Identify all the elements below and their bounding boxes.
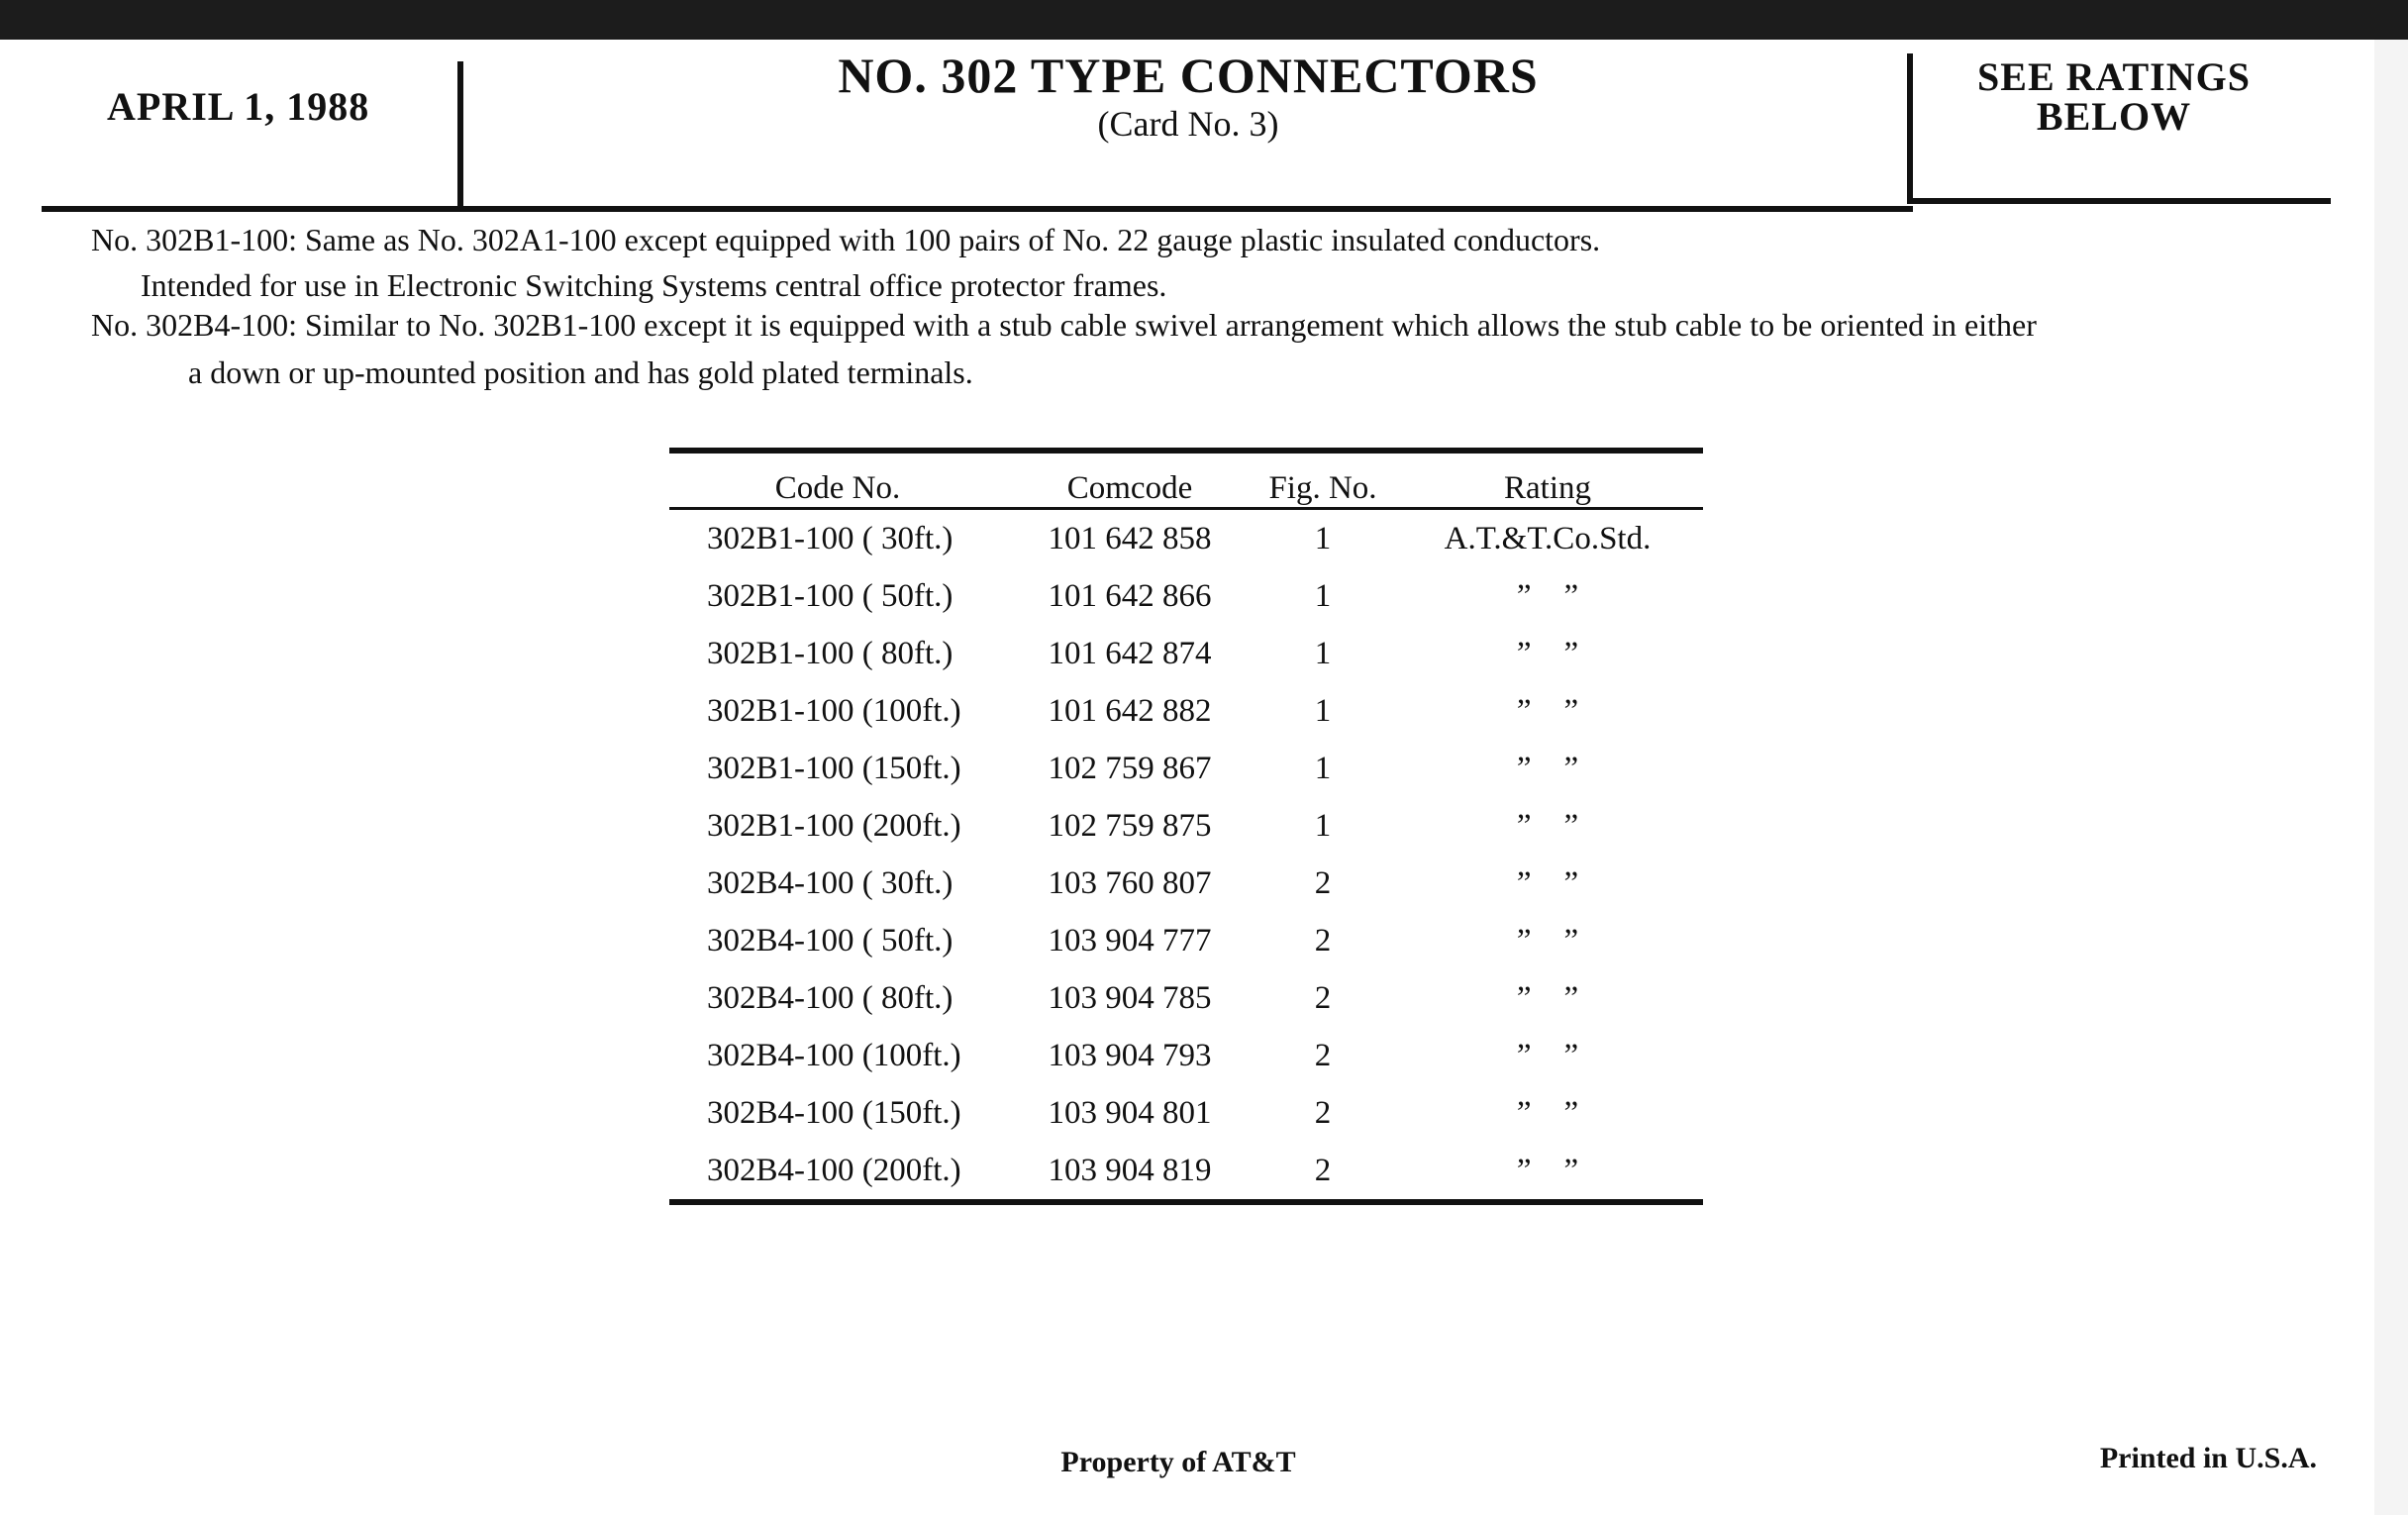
comcode-cell: 103 760 807 xyxy=(1048,864,1212,901)
comcode-cell: 101 642 874 xyxy=(1048,635,1212,671)
table-row xyxy=(669,797,1703,855)
fig-cell: 2 xyxy=(1314,922,1332,959)
header-divider-right xyxy=(1907,53,1913,204)
code-cell: 302B1-100 ( 50ft.) xyxy=(707,577,953,614)
code-cell: 302B1-100 (150ft.) xyxy=(707,750,961,786)
table-header-row xyxy=(669,451,1703,509)
code-cell: 302B4-100 (150ft.) xyxy=(707,1094,961,1131)
rating-cell: ” ” xyxy=(1516,635,1579,671)
column-header-code: Code No. xyxy=(669,451,1006,509)
comcode-cell: 103 904 819 xyxy=(1006,1142,1254,1202)
rating-cell: ” ” xyxy=(1516,577,1579,614)
code-cell: 302B4-100 ( 80ft.) xyxy=(707,979,953,1016)
description-line: No. 302B4-100: Similar to No. 302B1-100 except it is equipped with a stub cable swivel arrangement which allows the stub cable to be oriented in either xyxy=(91,307,2037,343)
table-row xyxy=(669,912,1703,969)
description-line: No. 302B1-100: Same as No. 302A1-100 except equipped with 100 pairs of No. 22 gauge plastic insulated conductors. xyxy=(91,222,1601,257)
comcode-cell: 103 904 777 xyxy=(1048,922,1212,959)
fig-cell: 2 xyxy=(1314,979,1332,1016)
rating-cell: ” ” xyxy=(1516,1094,1579,1131)
table-row xyxy=(669,509,1703,568)
table-row xyxy=(669,682,1703,740)
issue-date: APRIL 1, 1988 xyxy=(107,84,370,129)
ratings-note xyxy=(1916,54,2312,139)
code-cell: 302B4-100 ( 50ft.) xyxy=(707,922,953,959)
code-cell: 302B1-100 ( 80ft.) xyxy=(707,635,953,671)
fig-cell: 1 xyxy=(1314,577,1332,614)
card-number: (Card No. 3) xyxy=(1097,103,1279,144)
table-row xyxy=(669,1142,1703,1202)
code-cell: 302B1-100 (100ft.) xyxy=(707,692,961,729)
comcode-cell: 101 642 858 xyxy=(1048,520,1212,556)
header-rule-left xyxy=(42,206,1913,212)
comcode-cell: 103 904 793 xyxy=(1048,1037,1212,1073)
fig-cell: 2 xyxy=(1314,1037,1332,1073)
comcode-cell: 101 642 866 xyxy=(1048,577,1212,614)
code-cell: 302B1-100 ( 30ft.) xyxy=(707,520,953,556)
description-line: a down or up-mounted position and has gold plated terminals. xyxy=(188,354,973,390)
fig-cell: 1 xyxy=(1314,635,1332,671)
code-cell: 302B1-100 (200ft.) xyxy=(707,807,961,844)
rating-cell: ” ” xyxy=(1392,1142,1703,1202)
comcode-cell: 102 759 875 xyxy=(1048,807,1212,844)
fig-cell: 1 xyxy=(1314,692,1332,729)
table-row xyxy=(669,625,1703,682)
header-rule-right xyxy=(1907,198,2331,204)
description-line: Intended for use in Electronic Switching Systems central office protector frames. xyxy=(141,267,1167,303)
rating-cell: ” ” xyxy=(1516,922,1579,959)
rating-cell: ” ” xyxy=(1516,864,1579,901)
column-header-comcode: Comcode xyxy=(1006,451,1254,509)
ratings-line-1: SEE RATINGS xyxy=(1977,54,2251,99)
column-header-rating: Rating xyxy=(1392,451,1703,509)
fig-cell: 2 xyxy=(1314,1094,1332,1131)
printed-notice: Printed in U.S.A. xyxy=(2099,1442,2317,1474)
title-block xyxy=(465,48,1911,144)
comcode-cell: 101 642 882 xyxy=(1048,692,1212,729)
connector-table xyxy=(669,448,1703,1205)
card-edge xyxy=(2374,40,2408,1515)
rating-cell: ” ” xyxy=(1516,979,1579,1016)
table-row xyxy=(669,567,1703,625)
table-row xyxy=(669,1027,1703,1084)
rating-cell: ” ” xyxy=(1516,807,1579,844)
comcode-cell: 103 904 785 xyxy=(1048,979,1212,1016)
code-cell: 302B4-100 ( 30ft.) xyxy=(707,864,953,901)
fig-cell: 2 xyxy=(1314,864,1332,901)
table-row xyxy=(669,740,1703,797)
fig-cell: 1 xyxy=(1314,520,1332,556)
rating-cell: ” ” xyxy=(1516,692,1579,729)
header-divider-left xyxy=(457,61,463,210)
fig-cell: 1 xyxy=(1314,807,1332,844)
comcode-cell: 103 904 801 xyxy=(1048,1094,1212,1131)
code-cell: 302B4-100 (100ft.) xyxy=(707,1037,961,1073)
fig-cell: 1 xyxy=(1314,750,1332,786)
property-notice: Property of AT&T xyxy=(1060,1446,1296,1478)
rating-cell: A.T.&T.Co.Std. xyxy=(1444,520,1652,556)
ratings-line-2: BELOW xyxy=(2036,94,2192,139)
comcode-cell: 102 759 867 xyxy=(1048,750,1212,786)
table-row xyxy=(669,855,1703,912)
code-cell: 302B4-100 (200ft.) xyxy=(669,1142,1006,1202)
rating-cell: ” ” xyxy=(1516,1037,1579,1073)
rating-cell: ” ” xyxy=(1516,750,1579,786)
table-row xyxy=(669,969,1703,1027)
table-row xyxy=(669,1084,1703,1142)
fig-cell: 2 xyxy=(1254,1142,1392,1202)
column-header-fig: Fig. No. xyxy=(1254,451,1392,509)
page-title: NO. 302 TYPE CONNECTORS xyxy=(838,48,1539,103)
